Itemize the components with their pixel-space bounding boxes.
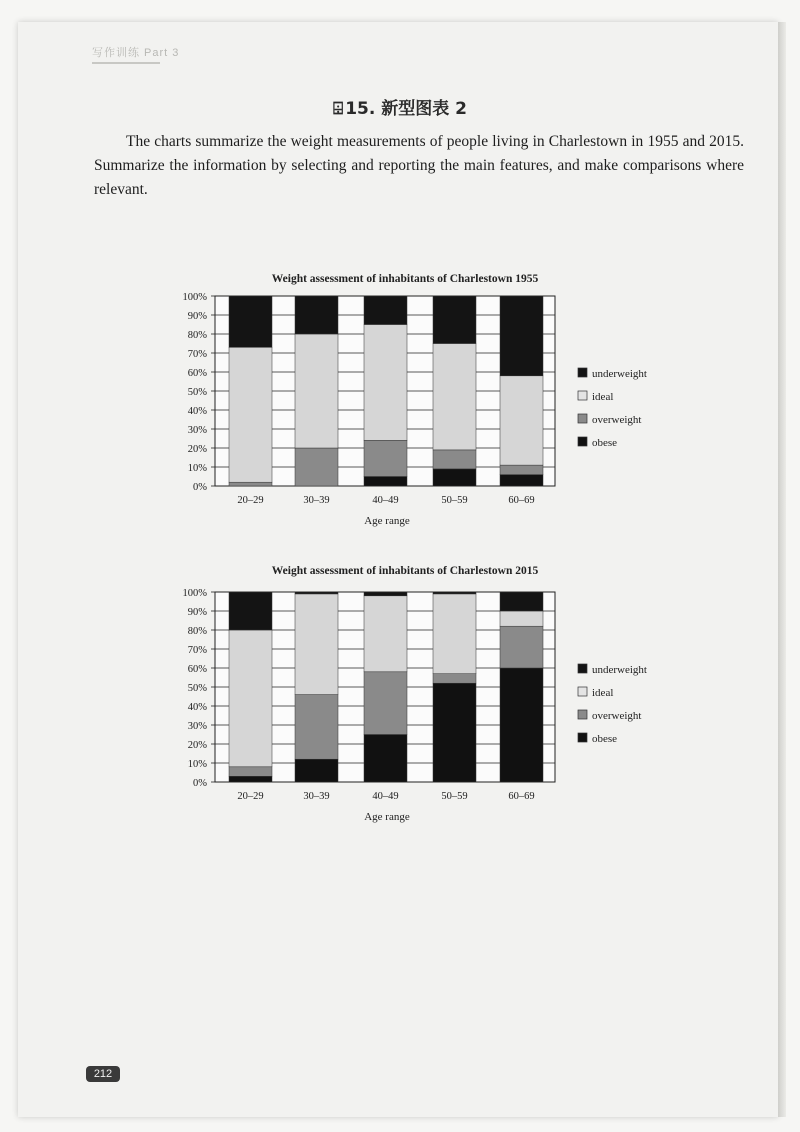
x-tick-label: 60–69 — [508, 791, 535, 802]
bar-segment-overweight — [229, 767, 272, 777]
chart-title: Weight assessment of inhabitants of Charlestown 1955 — [271, 273, 539, 285]
x-tick-label: 30–39 — [303, 495, 330, 506]
legend-label: ideal — [592, 687, 614, 699]
bar-segment-underweight — [500, 592, 543, 611]
legend-swatch-obese — [578, 437, 587, 446]
x-tick-label: 50–59 — [441, 495, 468, 506]
y-tick-label: 40% — [187, 406, 207, 417]
bar-segment-ideal — [364, 596, 407, 672]
bar-segment-underweight — [364, 592, 407, 596]
y-tick-label: 60% — [187, 368, 207, 379]
y-tick-label: 60% — [187, 664, 207, 675]
bar-segment-overweight — [364, 672, 407, 735]
y-tick-label: 30% — [187, 721, 207, 732]
bar-segment-underweight — [364, 296, 407, 325]
bar-segment-overweight — [295, 695, 338, 760]
bar-segment-underweight — [295, 296, 338, 334]
running-header: 写作训练 Part 3 — [92, 47, 180, 59]
bar-segment-underweight — [433, 592, 476, 594]
y-tick-label: 80% — [187, 330, 207, 341]
legend-label: overweight — [592, 414, 642, 426]
bar-segment-ideal — [229, 347, 272, 482]
y-tick-label: 50% — [187, 683, 207, 694]
x-tick-label: 40–49 — [372, 495, 399, 506]
task-title: 15. 新型图表 2 — [345, 99, 467, 119]
y-tick-label: 100% — [182, 292, 207, 303]
y-tick-label: 0% — [193, 778, 207, 789]
bar-segment-ideal — [433, 344, 476, 450]
legend-label: overweight — [592, 710, 642, 722]
bar-segment-ideal — [500, 376, 543, 465]
bar-segment-underweight — [229, 592, 272, 630]
bar-segment-ideal — [364, 325, 407, 441]
bar-segment-underweight — [500, 296, 543, 376]
legend-swatch-obese — [578, 733, 587, 742]
page-number: 212 — [86, 1066, 120, 1082]
legend-swatch-overweight — [578, 710, 587, 719]
y-tick-label: 20% — [187, 444, 207, 455]
bar-segment-ideal — [500, 611, 543, 626]
bar-segment-underweight — [229, 296, 272, 347]
bar-segment-overweight — [364, 440, 407, 476]
legend-swatch-overweight — [578, 414, 587, 423]
legend-label: obese — [592, 437, 618, 449]
bar-segment-obese — [500, 668, 543, 782]
bar-segment-obese — [364, 477, 407, 487]
x-tick-label: 50–59 — [441, 791, 468, 802]
chart-task-icon: ⌹ — [333, 99, 344, 119]
y-tick-label: 70% — [187, 349, 207, 360]
x-tick-label: 30–39 — [303, 791, 330, 802]
bar-segment-overweight — [229, 482, 272, 486]
y-tick-label: 40% — [187, 702, 207, 713]
bar-segment-obese — [364, 735, 407, 783]
bar-segment-obese — [295, 759, 338, 782]
bar-segment-underweight — [433, 296, 476, 344]
legend-label: ideal — [592, 391, 614, 403]
y-tick-label: 10% — [187, 759, 207, 770]
bar-segment-overweight — [433, 674, 476, 684]
bar-segment-ideal — [229, 630, 272, 767]
bar-segment-overweight — [295, 448, 338, 486]
chart-title: Weight assessment of inhabitants of Charlestown 2015 — [271, 565, 539, 577]
bar-segment-obese — [433, 683, 476, 782]
bar-segment-obese — [229, 776, 272, 782]
bar-segment-obese — [500, 475, 543, 486]
legend-label: underweight — [592, 368, 647, 380]
y-tick-label: 90% — [187, 607, 207, 618]
legend-swatch-ideal — [578, 687, 587, 696]
y-tick-label: 50% — [187, 387, 207, 398]
y-tick-label: 80% — [187, 626, 207, 637]
y-tick-label: 100% — [182, 588, 207, 599]
x-axis-label: Age range — [364, 811, 410, 823]
legend-swatch-ideal — [578, 391, 587, 400]
legend-swatch-underweight — [578, 368, 587, 377]
x-tick-label: 60–69 — [508, 495, 535, 506]
bar-segment-ideal — [295, 334, 338, 448]
y-tick-label: 10% — [187, 463, 207, 474]
bar-segment-ideal — [433, 594, 476, 674]
bar-segment-overweight — [433, 450, 476, 469]
bar-segment-ideal — [295, 594, 338, 695]
x-axis-label: Age range — [364, 515, 410, 527]
y-tick-label: 0% — [193, 482, 207, 493]
y-tick-label: 90% — [187, 311, 207, 322]
y-tick-label: 30% — [187, 425, 207, 436]
bar-segment-obese — [433, 469, 476, 486]
legend-label: obese — [592, 733, 618, 745]
task-instructions: The charts summarize the weight measurements of people living in Charlestown in 1955 and 2015. Summarize the information by selecting and reporting the main features, and make comparisons where relevant. — [94, 133, 744, 198]
x-tick-label: 20–29 — [237, 495, 264, 506]
x-tick-label: 40–49 — [372, 791, 399, 802]
bar-segment-underweight — [295, 592, 338, 594]
y-tick-label: 20% — [187, 740, 207, 751]
y-tick-label: 70% — [187, 645, 207, 656]
legend-swatch-underweight — [578, 664, 587, 673]
x-tick-label: 20–29 — [237, 791, 264, 802]
bar-segment-overweight — [500, 626, 543, 668]
bar-segment-overweight — [500, 465, 543, 475]
legend-label: underweight — [592, 664, 647, 676]
